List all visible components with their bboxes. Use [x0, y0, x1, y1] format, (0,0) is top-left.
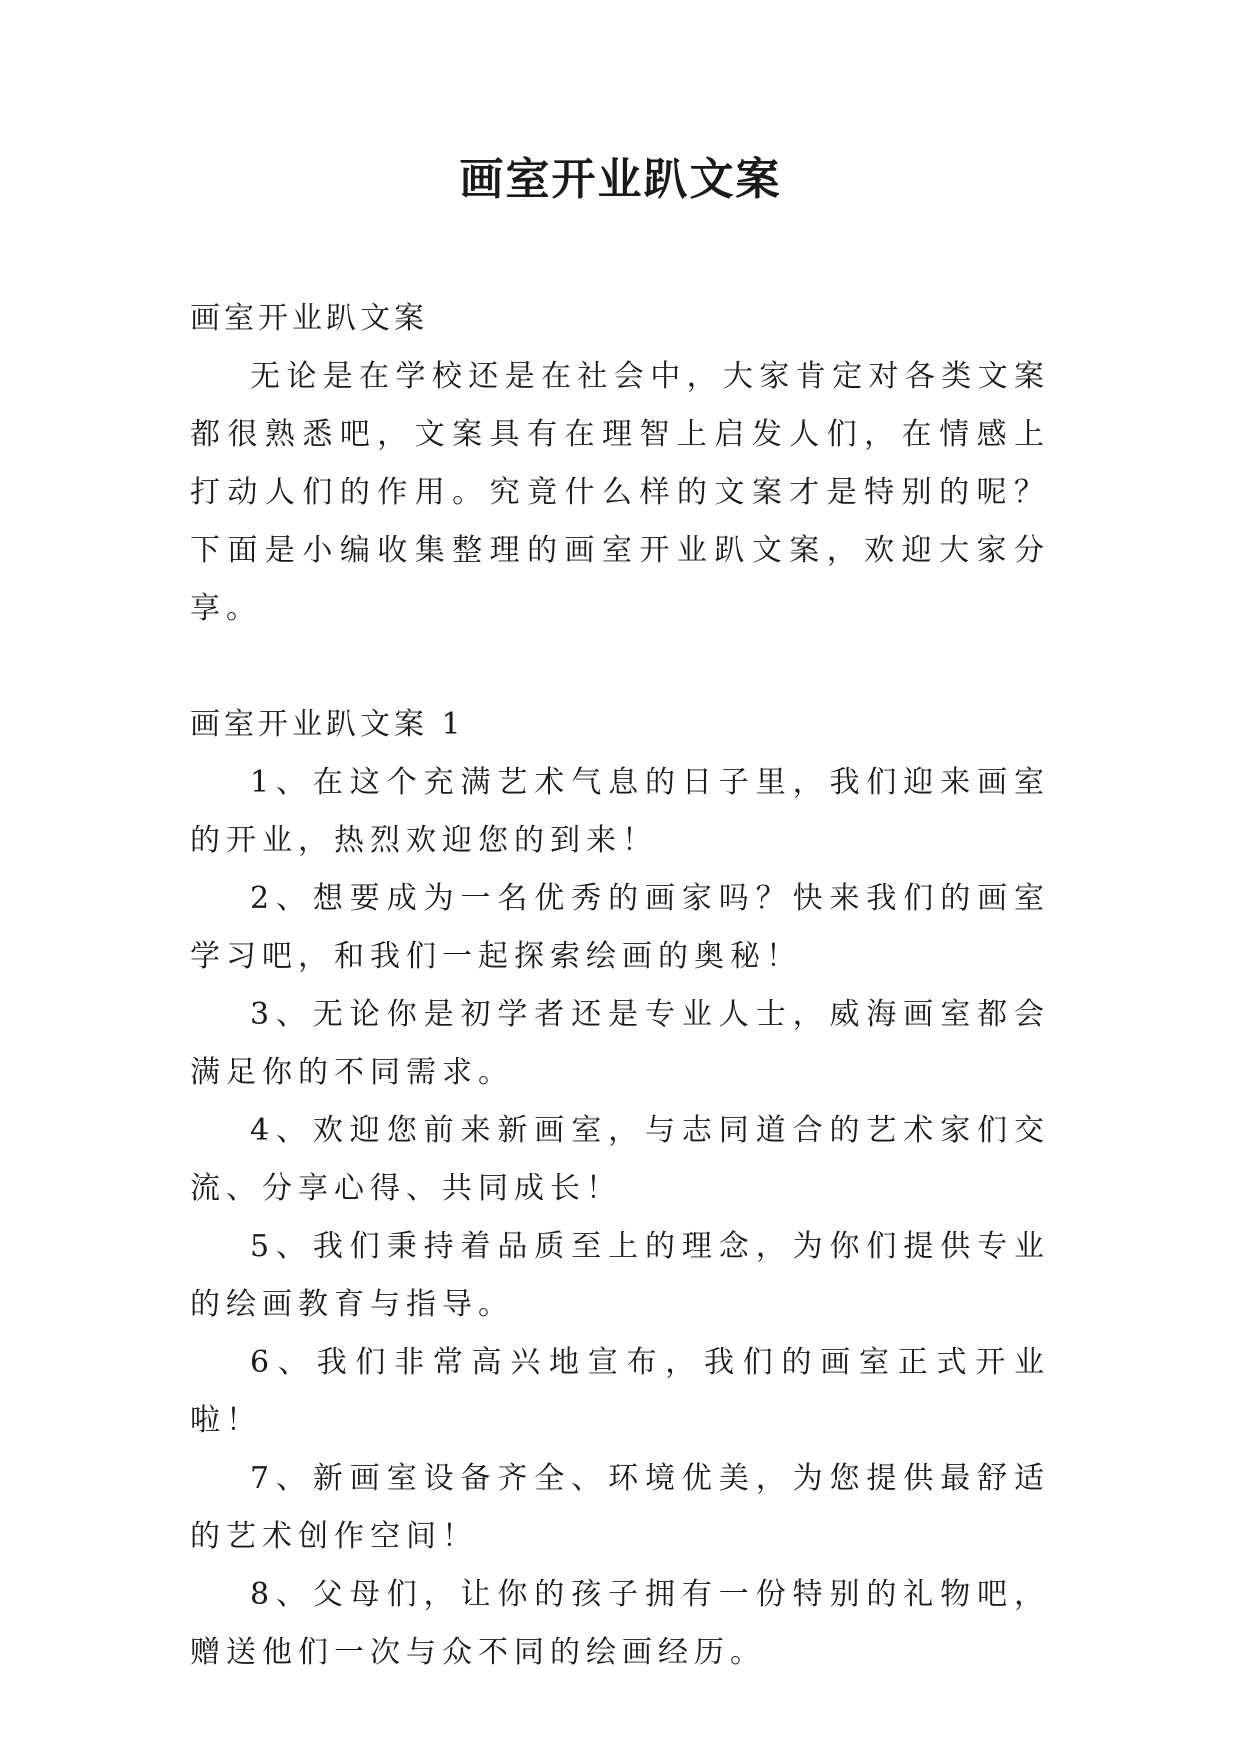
list-item: 2、想要成为一名优秀的画家吗？快来我们的画室学习吧，和我们一起探索绘画的奥秘！	[190, 881, 1050, 974]
list-item: 5、我们秉持着品质至上的理念，为你们提供专业的绘画教育与指导。	[190, 1229, 1050, 1322]
list-item: 7、新画室设备齐全、环境优美，为您提供最舒适的艺术创作空间！	[190, 1461, 1050, 1554]
document-body	[190, 290, 1050, 1682]
list-item: 4、欢迎您前来新画室，与志同道合的艺术家们交流、分享心得、共同成长！	[190, 1113, 1050, 1206]
list-item: 6、我们非常高兴地宣布，我们的画室正式开业啦！	[190, 1345, 1050, 1438]
section-heading: 画室开业趴文案 1	[190, 707, 465, 742]
document-title: 画室开业趴文案	[459, 154, 782, 205]
list-item: 3、无论你是初学者还是专业人士，威海画室都会满足你的不同需求。	[190, 997, 1050, 1090]
intro-paragraph: 无论是在学校还是在社会中，大家肯定对各类文案都很熟悉吧，文案具有在理智上启发人们，在情感上打动人们的作用。究竟什么样的文案才是特别的呢？下面是小编收集整理的画室开业趴文案，欢迎大家分享。	[190, 359, 1050, 626]
section-spacer	[190, 638, 1050, 696]
intro-heading: 画室开业趴文案	[190, 301, 428, 336]
list-item: 1、在这个充满艺术气息的日子里，我们迎来画室的开业，热烈欢迎您的到来！	[190, 765, 1050, 858]
list-item: 8、父母们，让你的孩子拥有一份特别的礼物吧，赠送他们一次与众不同的绘画经历。	[190, 1577, 1050, 1670]
